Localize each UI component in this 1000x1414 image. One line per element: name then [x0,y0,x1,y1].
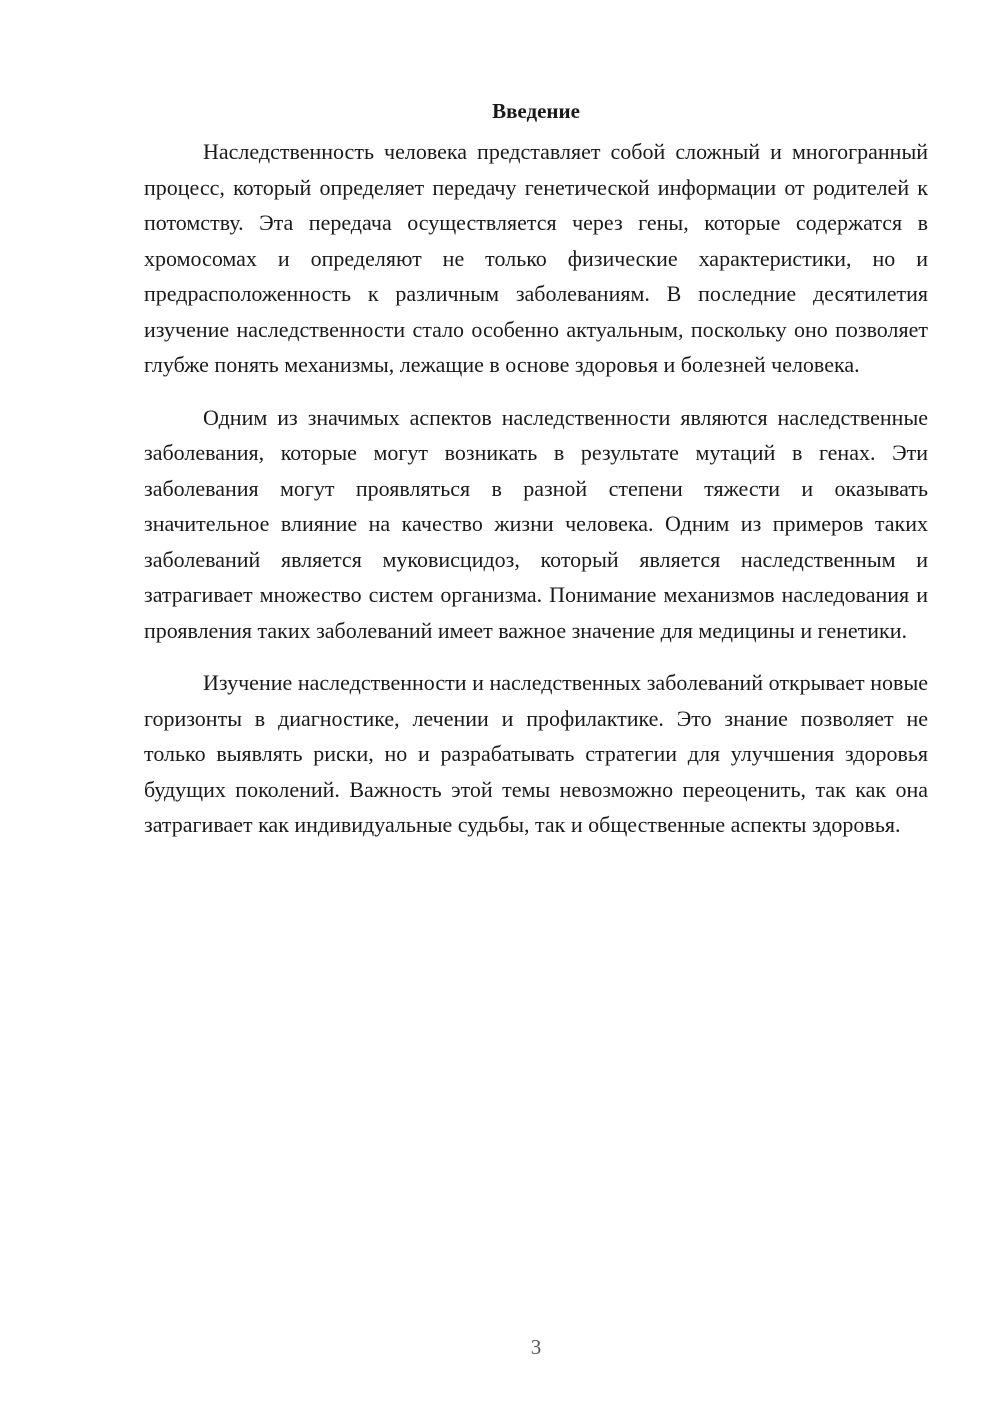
page-title: Введение [492,99,580,123]
paragraph-2: Одним из значимых аспектов наследственности являются наследственные заболевания, которые могут возникать в результате мутаций в генах. Эти заболевания могут проявляться в разной степени тяжести и оказывать значительное влияние на качество жизни человека. Одним из примеров таких заболеваний является муковисцидоз, который является наследственным и затрагивает множество систем организма. Понимание механизмов наследования и проявления таких заболеваний имеет важное значение для медицины и генетики. [144,404,928,643]
page-content [144,96,928,860]
page-number: 3 [530,1335,542,1359]
paragraph-3: Изучение наследственности и наследственных заболеваний открывает новые горизонты в диагностике, лечении и профилактике. Это знание позволяет не только выявлять риски, но и разрабатывать стратегии для улучшения здоровья будущих поколений. Важность этой темы невозможно переоценить, так как она затрагивает как индивидуальные судьбы, так и общественные аспекты здоровья. [144,670,928,837]
paragraph-1: Наследственность человека представляет собой сложный и многогранный процесс, который определяет передачу генетической информации от родителей к потомству. Эта передача осуществляется через гены, которые содержатся в хромосомах и определяют не только физические характеристики, но и предрасположенность к различным заболеваниям. В последние десятилетия изучение наследственности стало особенно актуальным, поскольку оно позволяет глубже понять механизмы, лежащие в основе здоровья и болезней человека. [144,139,928,377]
